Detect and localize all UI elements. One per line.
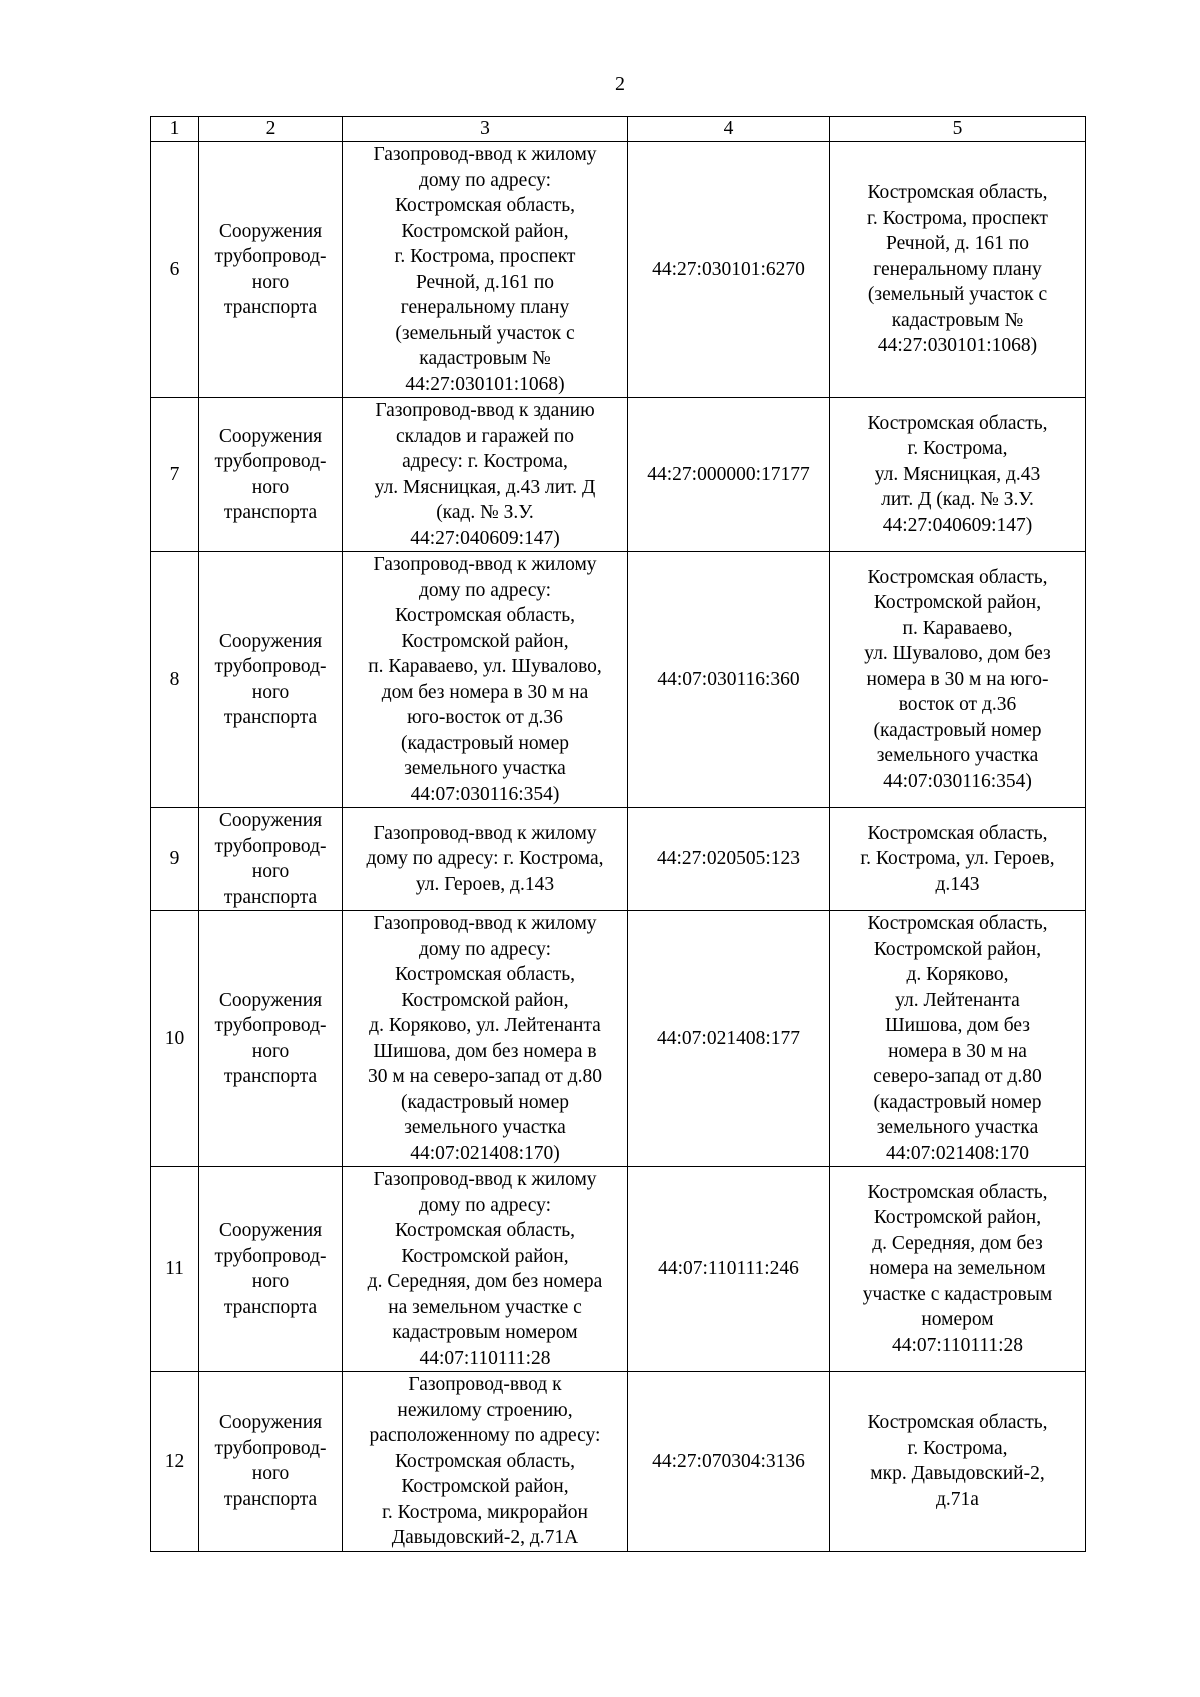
object-description-cell-line: (земельный участок с — [395, 322, 575, 344]
location-cell — [830, 1372, 1086, 1552]
row-number-cell: 10 — [151, 911, 199, 1167]
location-cell-line: номером — [921, 1309, 994, 1331]
location-cell-line: восток от д.36 — [898, 694, 1017, 716]
object-type-cell — [199, 1372, 343, 1552]
location-cell-line: ул. Лейтенанта — [895, 989, 1020, 1011]
object-description-cell-line: Костромская область, — [394, 605, 575, 626]
object-type-cell-line: транспорта — [223, 1296, 318, 1318]
object-description-cell-line: (кадастровый номер — [401, 1091, 569, 1113]
object-type-cell-line: ного — [251, 1271, 290, 1292]
table-header-row — [151, 117, 1086, 142]
location-cell-line: д.143 — [935, 873, 980, 895]
object-description-cell-line: дому по адресу: — [418, 1194, 552, 1216]
cadastral-number-cell: 44:07:030116:360 — [628, 552, 830, 808]
object-description-cell-line: дому по адресу: г. Кострома, — [366, 848, 604, 870]
object-description-cell — [343, 1167, 628, 1372]
object-description-cell-line: складов и гаражей по — [395, 425, 574, 447]
object-description-cell-line: Костромской район, — [401, 989, 569, 1011]
object-description-cell-line: Костромской район, — [401, 1245, 569, 1267]
location-cell-line: номера в 30 м на — [888, 1040, 1027, 1062]
object-type-cell-line: транспорта — [223, 502, 318, 523]
object-type-cell — [199, 142, 343, 398]
object-description-cell-line: 44:07:030116:354) — [410, 783, 560, 805]
object-type-cell-line: Сооружения — [218, 1220, 323, 1241]
table-row — [151, 398, 1086, 552]
table-row — [151, 552, 1086, 808]
object-type-cell-line: ного — [251, 1463, 290, 1485]
location-cell-line: 44:27:040609:147) — [882, 514, 1033, 536]
location-cell-line: п. Караваево, — [902, 617, 1013, 639]
column-header: 3 — [343, 117, 628, 142]
location-cell-line: участке с кадастровым — [862, 1283, 1053, 1305]
object-type-cell-line: Сооружения — [218, 1412, 323, 1434]
page-number: 2 — [615, 73, 625, 95]
row-number-cell: 8 — [151, 552, 199, 808]
object-type-cell-line: транспорта — [223, 886, 318, 908]
object-description-cell-line: Речной, д.161 по — [415, 271, 555, 293]
location-cell-line: Костромская область, — [867, 1412, 1048, 1434]
row-number-cell: 6 — [151, 142, 199, 398]
object-type-cell — [199, 398, 343, 552]
object-description-cell-line: 44:07:110111:28 — [419, 1347, 551, 1369]
object-type-cell-line: Сооружения — [218, 220, 323, 242]
object-description-cell-line: г. Кострома, проспект — [394, 246, 576, 267]
location-cell-line: Костромской район, — [873, 938, 1042, 960]
object-description-cell — [343, 808, 628, 911]
location-cell — [830, 552, 1086, 808]
object-type-cell-line: транспорта — [223, 297, 318, 318]
object-type-cell-line: трубопровод- — [214, 656, 327, 677]
location-cell — [830, 398, 1086, 552]
location-cell-line: Костромская область, — [867, 566, 1048, 588]
object-description-cell-line: г. Кострома, микрорайон — [382, 1501, 588, 1523]
location-cell-line: ул. Мясницкая, д.43 — [874, 463, 1041, 485]
location-cell-line: Костромская область, — [867, 822, 1048, 844]
location-cell-line: Костромской район, — [873, 1207, 1042, 1229]
object-type-cell-line: ного — [251, 1040, 290, 1062]
table-row — [151, 1167, 1086, 1372]
object-description-cell-line: дому по адресу: — [418, 579, 552, 601]
location-cell — [830, 142, 1086, 398]
object-description-cell-line: кадастровым № — [419, 348, 551, 369]
object-description-cell-line: Газопровод-ввод к жилому — [373, 822, 597, 844]
object-type-cell-line: Сооружения — [218, 425, 323, 447]
object-type-cell-line: ного — [251, 476, 290, 498]
location-cell-line: мкр. Давыдовский-2, — [870, 1463, 1045, 1485]
table-row — [151, 142, 1086, 398]
object-description-cell — [343, 552, 628, 808]
object-description-cell-line: (кадастровый номер — [401, 732, 569, 754]
column-header: 4 — [628, 117, 830, 142]
location-cell-line: г. Кострома, — [907, 438, 1008, 460]
location-cell-line: лит. Д (кад. № З.У. — [881, 489, 1034, 511]
object-description-cell — [343, 398, 628, 552]
object-description-cell-line: земельного участка — [404, 1117, 566, 1138]
object-description-cell-line: Костромская область, — [394, 195, 575, 216]
cadastral-number-cell: 44:07:110111:246 — [628, 1167, 830, 1372]
location-cell-line: Костромская область, — [867, 412, 1048, 434]
location-cell-line: кадастровым № — [891, 309, 1024, 331]
object-type-cell-line: трубопровод- — [214, 1437, 327, 1459]
location-cell — [830, 808, 1086, 911]
object-description-cell-line: Костромской район, — [401, 220, 569, 242]
object-description-cell-line: земельного участка — [404, 758, 566, 779]
object-description-cell-line: нежилому строению, — [397, 1399, 573, 1421]
row-number-cell: 7 — [151, 398, 199, 552]
location-cell-line: 44:07:021408:170 — [885, 1142, 1029, 1164]
object-description-cell-line: Газопровод-ввод к жилому — [373, 144, 597, 165]
object-description-cell-line: кадастровым номером — [392, 1322, 578, 1343]
object-type-cell-line: транспорта — [223, 707, 318, 728]
object-type-cell-line: трубопровод- — [214, 451, 327, 472]
objects-table — [150, 116, 1086, 1552]
location-cell-line: Шишова, дом без — [884, 1015, 1030, 1036]
table-row — [151, 911, 1086, 1167]
location-cell-line: Костромская область, — [867, 1181, 1048, 1203]
object-type-cell — [199, 552, 343, 808]
object-description-cell-line: ул. Героев, д.143 — [415, 873, 555, 895]
object-description-cell-line: Газопровод-ввод к жилому — [373, 554, 597, 575]
object-description-cell-line: Шишова, дом без номера в — [373, 1040, 597, 1062]
location-cell-line: д. Коряково, — [906, 964, 1009, 985]
table-row — [151, 1372, 1086, 1552]
location-cell-line: д. Середняя, дом без — [872, 1232, 1043, 1254]
object-description-cell-line: 30 м на северо-запад от д.80 — [367, 1066, 603, 1087]
object-type-cell-line: трубопровод- — [214, 1015, 327, 1036]
cadastral-number-cell: 44:27:020505:123 — [628, 808, 830, 911]
object-description-cell-line: адресу: г. Кострома, — [402, 451, 568, 472]
object-type-cell-line: Сооружения — [218, 630, 323, 652]
row-number-cell: 11 — [151, 1167, 199, 1372]
location-cell-line: д.71а — [936, 1488, 979, 1510]
location-cell-line: г. Кострома, проспект — [867, 207, 1048, 229]
location-cell-line: (кадастровый номер — [873, 719, 1042, 741]
location-cell-line: Костромская область, — [867, 913, 1048, 934]
object-description-cell-line: д. Коряково, ул. Лейтенанта — [369, 1015, 601, 1036]
object-description-cell-line: (кад. № З.У. — [436, 502, 534, 523]
object-description-cell-line: расположенному по адресу: — [369, 1425, 601, 1446]
location-cell-line: 44:07:030116:354) — [883, 770, 1032, 792]
location-cell-line: номера на земельном — [869, 1258, 1046, 1280]
object-type-cell-line: Сооружения — [218, 989, 323, 1011]
object-description-cell-line: п. Караваево, ул. Шувалово, — [368, 656, 602, 677]
cadastral-number-cell: 44:27:000000:17177 — [628, 398, 830, 552]
table-row — [151, 808, 1086, 911]
location-cell-line: Костромская область, — [867, 182, 1048, 204]
object-type-cell-line: транспорта — [223, 1488, 318, 1510]
cadastral-number-cell: 44:27:070304:3136 — [628, 1372, 830, 1552]
object-description-cell-line: Давыдовский-2, д.71А — [391, 1527, 579, 1548]
location-cell — [830, 911, 1086, 1167]
object-description-cell-line: Газопровод-ввод к жилому — [373, 1169, 597, 1190]
object-description-cell-line: 44:27:030101:1068) — [405, 373, 565, 395]
location-cell-line: г. Кострома, ул. Героев, — [860, 848, 1055, 870]
object-type-cell-line: трубопровод- — [214, 246, 327, 267]
object-description-cell — [343, 911, 628, 1167]
object-description-cell-line: юго-восток от д.36 — [407, 707, 563, 728]
object-description-cell-line: на земельном участке с — [388, 1296, 582, 1318]
object-description-cell-line: Костромская область, — [394, 1220, 575, 1241]
object-description-cell-line: Костромской район, — [401, 1476, 569, 1497]
objects-table-wrapper — [150, 116, 1085, 1552]
cadastral-number-cell: 44:07:021408:177 — [628, 911, 830, 1167]
object-description-cell-line: Газопровод-ввод к жилому — [373, 913, 597, 934]
location-cell-line: ул. Шувалово, дом без — [864, 643, 1051, 665]
column-header: 1 — [151, 117, 199, 142]
object-description-cell — [343, 142, 628, 398]
object-description-cell-line: Газопровод-ввод к зданию — [375, 400, 595, 421]
row-number-cell: 12 — [151, 1372, 199, 1552]
object-description-cell-line: дому по адресу: — [418, 938, 552, 960]
table-body — [151, 142, 1086, 1552]
location-cell-line: 44:07:110111:28 — [891, 1334, 1024, 1356]
cadastral-number-cell: 44:27:030101:6270 — [628, 142, 830, 398]
location-cell-line: Речной, д. 161 по — [886, 233, 1029, 255]
object-description-cell-line: Костромская область, — [394, 964, 575, 985]
location-cell-line: земельного участка — [876, 1117, 1039, 1138]
object-description-cell-line: генеральному плану — [400, 297, 570, 318]
object-description-cell-line: дом без номера в 30 м на — [381, 681, 589, 703]
object-type-cell — [199, 911, 343, 1167]
object-description-cell — [343, 1372, 628, 1552]
object-type-cell-line: трубопровод- — [214, 1245, 327, 1267]
location-cell-line: номера в 30 м на юго- — [866, 668, 1049, 690]
object-type-cell-line: ного — [251, 271, 290, 293]
object-description-cell-line: Газопровод-ввод к — [408, 1374, 562, 1395]
object-type-cell-line: ного — [251, 681, 290, 703]
location-cell-line: 44:27:030101:1068) — [877, 335, 1038, 357]
object-type-cell-line: Сооружения — [218, 810, 323, 831]
object-description-cell-line: дому по адресу: — [418, 169, 552, 191]
location-cell-line: земельного участка — [876, 745, 1039, 767]
object-description-cell-line: 44:07:021408:170) — [410, 1142, 560, 1164]
row-number-cell: 9 — [151, 808, 199, 911]
object-description-cell-line: 44:27:040609:147) — [410, 527, 560, 549]
object-type-cell-line: ного — [251, 861, 290, 882]
object-description-cell-line: д. Середняя, дом без номера — [367, 1271, 603, 1292]
object-description-cell-line: Костромской район, — [401, 630, 569, 652]
column-header: 2 — [199, 117, 343, 142]
location-cell-line: генеральному плану — [873, 258, 1042, 280]
object-description-cell-line: Костромская область, — [394, 1450, 575, 1472]
location-cell-line: г. Кострома, — [907, 1437, 1008, 1459]
location-cell-line: северо-запад от д.80 — [873, 1066, 1042, 1087]
object-type-cell-line: транспорта — [223, 1066, 318, 1087]
location-cell — [830, 1167, 1086, 1372]
column-header: 5 — [830, 117, 1086, 142]
location-cell-line: (кадастровый номер — [873, 1091, 1042, 1113]
object-type-cell-line: трубопровод- — [214, 835, 327, 857]
object-type-cell — [199, 808, 343, 911]
location-cell-line: Костромской район, — [873, 592, 1042, 614]
location-cell-line: (земельный участок с — [867, 284, 1048, 306]
object-description-cell-line: ул. Мясницкая, д.43 лит. Д — [374, 476, 596, 498]
object-type-cell — [199, 1167, 343, 1372]
